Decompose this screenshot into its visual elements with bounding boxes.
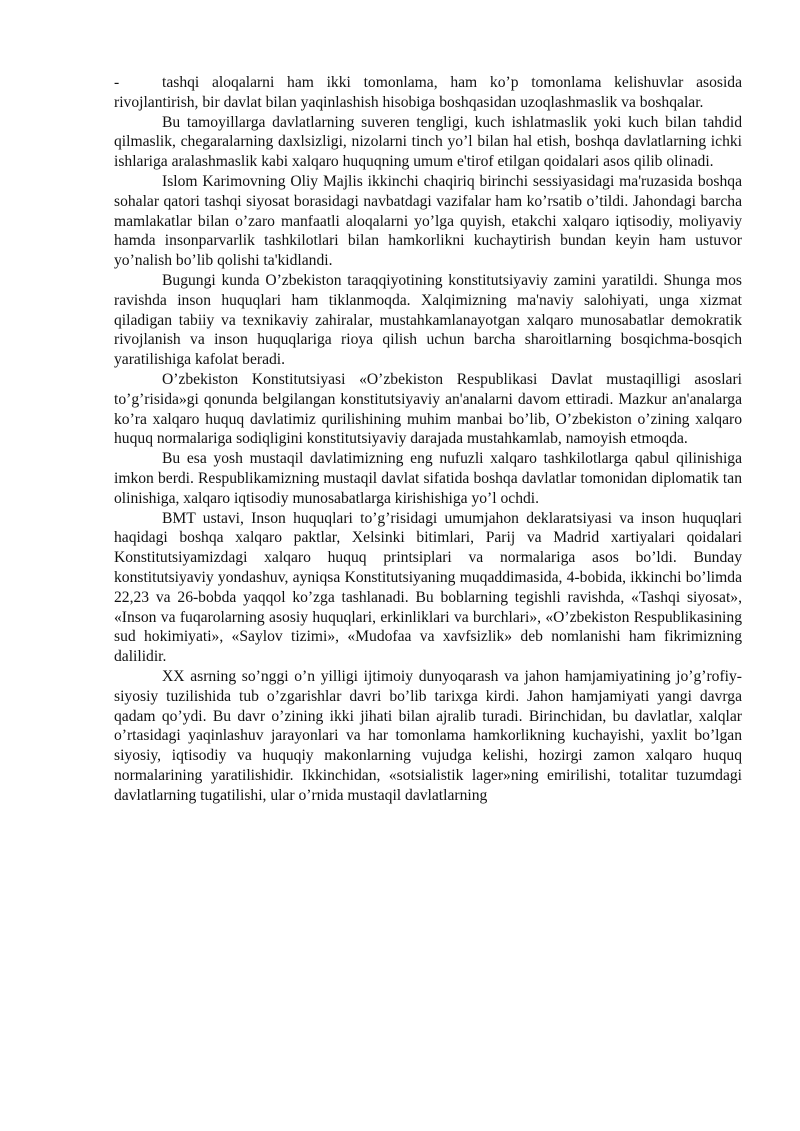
paragraph-principles: Bu tamoyillarga davlatlarning suveren tengligi, kuch ishlatmaslik yoki kuch bilan tahdid qilmaslik, chegaralarning daxlsizligi, nizolarni tinch yo’l bilan hal etish, boshqa davlatlarning ichki ishlariga aralashmaslik kabi xalqaro huquqning umum e'tirof etilgan qoidalari asos qilib olinadi. [114,113,742,171]
document-page [114,73,742,805]
paragraph-constitutional-foundation: Bugungi kunda O’zbekiston taraqqiyotining konstitutsiyaviy zamini yaratildi. Shunga mos ravishda inson huquqlari ham tiklanmoqda. Xalqimizning ma'naviy salohiyati, unga xizmat qiladigan tabiiy va texnikaviy zahiralar, mustahkamlanayotgan xalqaro munosabatlar demokratik rivojlanish va inson huquqlariga rioya qilish uchun barcha sharoitlarning bosqichma-bosqich yaratilishiga kafolat beradi. [114,271,742,369]
paragraph-un-charter: BMT ustavi, Inson huquqlari to’g’risidagi umumjahon deklaratsiyasi va inson huquqlari haqidagi boshqa xalqaro paktlar, Xelsinki bitimlari, Parij va Madrid xartiyalari qoidalari Konstitutsiyamizdagi xalqaro huquq printsiplari va normalariga asos bo’ldi. Bunday konstitutsiyaviy yondashuv, ayniqsa Konstitutsiyaning muqaddimasida, 4-bobida, ikkinchi bo’limda 22,23 va 26-bobda yaqqol ko’zga tashlanadi. Bu boblarning tegishli ravishda, «Tashqi siyosat», «Inson va fuqarolarning asosiy huquqlari, erkinliklari va burchlari», «O’zbekiston Respublikasining sud hokimiyati», «Saylov tizimi», «Mudofaa va xavfsizlik» deb nomlanishi ham fikrimizning dalilidir. [114,509,742,666]
paragraph-constitution-traditions: O’zbekiston Konstitutsiyasi «O’zbekiston Respublikasi Davlat mustaqilligi asoslari to’g’risida»gi qonunda belgilangan konstitutsiyaviy an'analarni davom ettiradi. Mazkur an'analarga ko’ra xalqaro huquq davlatimiz qurilishining muhim manbai bo’lib, O’zbekiston o’zining xalqaro huquq normalariga sodiqligini konstitutsiyaviy darajada mustahkamlab, namoyish etmoqda. [114,370,742,448]
dash-marker: - [114,74,120,91]
list-item-dash [114,73,742,113]
paragraph-karimov-speech: Islom Karimovning Oliy Majlis ikkinchi chaqiriq birinchi sessiyasidagi ma'ruzasida boshqa sohalar qatori tashqi siyosat borasidagi navbatdagi vazifalar ham ko’rsatib o’tildi. Jahondagi barcha mamlakatlar bilan o’zaro manfaatli aloqalarni yo’lga quyish, etakchi xalqaro iqtisodiy, moliyaviy hamda insonparvarlik tashkilotlari bilan hamkorlikni kuchaytirish bundan keyin ham ustuvor yo’nalish bo’lib qolishi ta'kidlandi. [114,172,742,270]
list-item-text: tashqi aloqalarni ham ikki tomonlama, ham ko’p tomonlama kelishuvlar asosida rivojlantirish, bir davlat bilan yaqinlashish hisobiga boshqasidan uzoqlashmaslik va boshqalar. [114,74,742,111]
paragraph-international-organizations: Bu esa yosh mustaqil davlatimizning eng nufuzli xalqaro tashkilotlarga qabul qilinishiga imkon berdi. Respublikamizning mustaqil davlat sifatida boshqa davlatlar tomonidan diplomatik tan olinishiga, xalqaro iqtisodiy munosabatlarga kirishishiga yo’l ochdi. [114,450,742,507]
paragraph-twentieth-century: XX asrning so’nggi o’n yilligi ijtimoiy dunyoqarash va jahon hamjamiyatining jo’g’rofiy-siyosiy tuzilishida tub o’zgarishlar davri bo’lib tarixga kirdi. Jahon hamjamiyati yangi davrga qadam qo’ydi. Bu davr o’zining ikki jihati bilan ajralib turadi. Birinchidan, bu davlatlar, xalqlar o’rtasidagi yaqinlashuv jarayonlari va har tomonlama hamkorlikning kuchayishi, yaxlit bo’lgan siyosiy, iqtisodiy va huquqiy makonlarning vujudga kelishi, hozirgi zamon xalqaro huquq normalarining yaratilishidir. Ikkinchidan, «sotsialistik lager»ning emirilishi, totalitar tuzumdagi davlatlarning tugatilishi, ular o’rnida mustaqil davlatlarning [114,667,742,804]
